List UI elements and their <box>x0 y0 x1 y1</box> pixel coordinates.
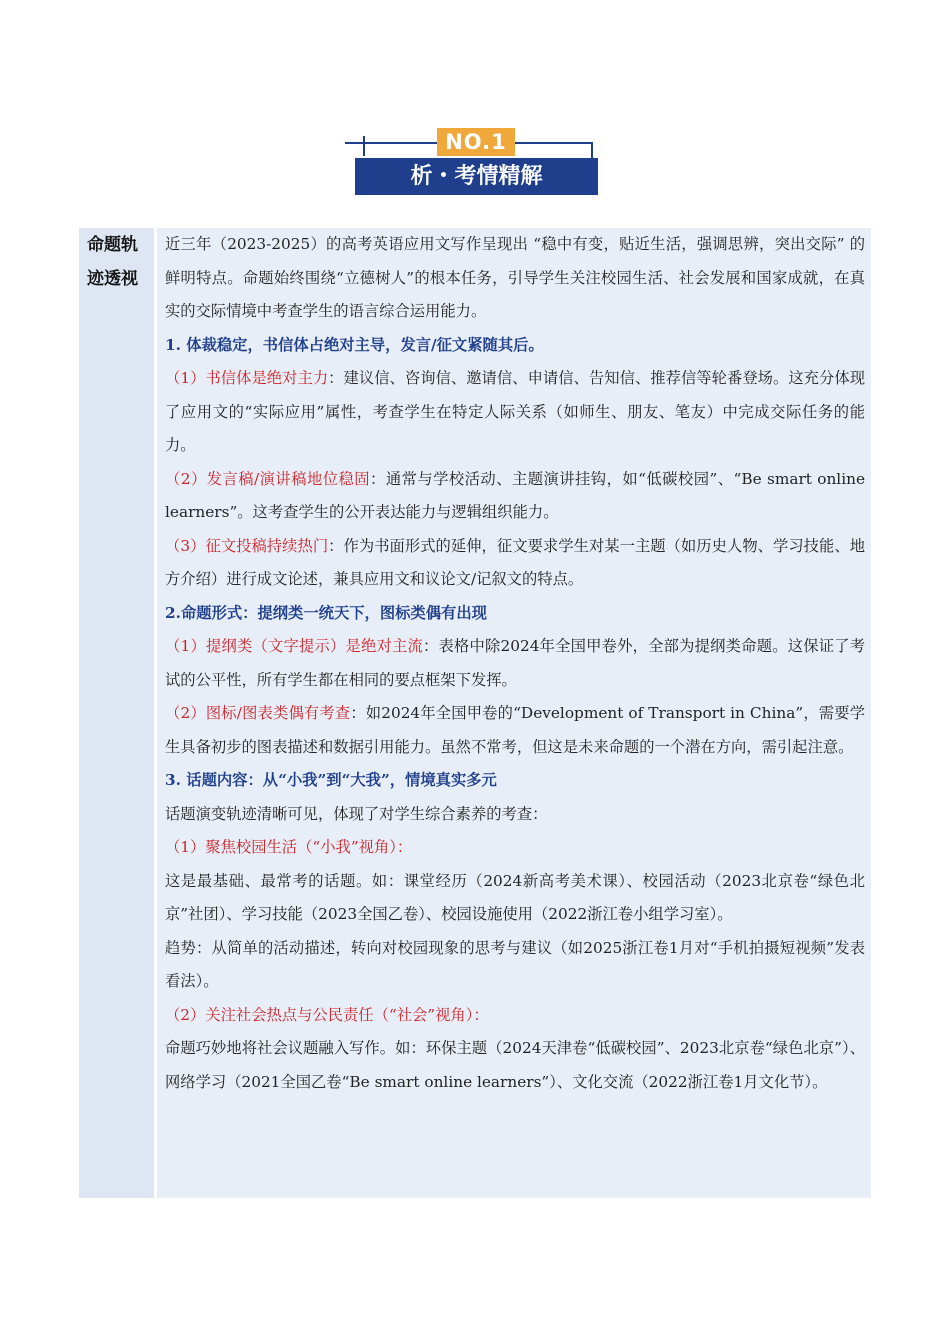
item-text: ：表格中除2024年全国甲卷外，全部为提纲类命题。这保证了考试的公平性，所有学生都在相同的要点框架下发挥。 <box>165 637 866 689</box>
badge-rule-left <box>363 136 365 156</box>
paragraph: 命题巧妙地将社会议题融入写作。如：环保主题（2024天津卷“低碳校园”、2023北京卷“绿色北京”）、网络学习（2021全国乙卷“Be smart online learners”）、文化交流（2022浙江卷1月文化节）。 <box>165 1039 865 1091</box>
section-number: NO.1 <box>437 128 515 156</box>
list-item <box>165 630 865 697</box>
subsection-heading: （1）聚焦校园生活（“小我”视角）： <box>165 838 413 856</box>
badge-rule-right <box>591 142 593 158</box>
item-text: ：通常与学校活动、主题演讲挂钩，如“低碳校园”、“Be smart online learners”。这考查学生的公开表达能力与逻辑组织能力。 <box>165 469 865 521</box>
row-label-cell <box>79 228 154 1198</box>
subsection-heading: （2）关注社会热点与公民责任（“社会”视角）： <box>165 1005 489 1024</box>
analysis-table <box>79 228 871 1198</box>
item-text: ：建议信、咨询信、邀请信、申请信、告知信、推荐信等轮番登场。这充分体现了应用文的“实际应用”属性，考查学生在特定人际关系（如师生、朋友、笔友）中完成交际任务的能力。 <box>165 369 865 454</box>
section-badge <box>345 128 605 198</box>
item-lead: （1）提纲类（文字提示）是绝对主流 <box>165 637 423 655</box>
paragraph: 趋势：从简单的活动描述，转向对校园现象的思考与建议（如2025浙江卷1月对“手机拍摄短视频”发表看法）。 <box>165 938 865 990</box>
item-lead: （2）发言稿/演讲稿地位稳固 <box>165 469 371 488</box>
row-label: 命题轨迹透视 <box>87 235 138 289</box>
section-heading: 3. 话题内容：从“小我”到“大我”，情境真实多元 <box>165 771 497 789</box>
section-heading: 2.命题形式：提纲类一统天下，图标类偶有出现 <box>165 603 487 622</box>
paragraph: 这是最基础、最常考的话题。如：课堂经历（2024新高考美术课）、校园活动（2023北京卷“绿色北京”社团）、学习技能（2023全国乙卷）、校园设施使用（2022浙江卷小组学习室）。 <box>165 871 865 923</box>
list-item <box>165 530 865 597</box>
item-lead: （1）书信体是绝对主力 <box>165 369 329 387</box>
item-lead: （3）征文投稿持续热门 <box>165 536 329 555</box>
section-title: 析・考情精解 <box>355 158 598 195</box>
list-item <box>165 362 865 463</box>
badge-rule-top <box>345 142 437 144</box>
item-text: ：如2024年全国甲卷的“Development of Transport in China”，需要学生具备初步的图表描述和数据引用能力。虽然不常考，但这是未来命题的一个潜在方向，需引起注意。 <box>165 704 865 756</box>
list-item <box>165 697 865 764</box>
row-content-cell <box>157 228 871 1198</box>
content-body <box>165 228 865 1099</box>
list-item <box>165 463 865 530</box>
item-text: ：作为书面形式的延伸，征文要求学生对某一主题（如历史人物、学习技能、地方介绍）进行成文论述，兼具应用文和议论文/记叙文的特点。 <box>165 536 865 588</box>
badge-rule-top-right <box>515 142 593 144</box>
item-lead: （2）图标/图表类偶有考查 <box>165 704 351 722</box>
section-heading: 1. 体裁稳定，书信体占绝对主导，发言/征文紧随其后。 <box>165 335 544 354</box>
paragraph: 近三年（2023-2025）的高考英语应用文写作呈现出 “稳中有变，贴近生活，强调思辨，突出交际” 的鲜明特点。命题始终围绕“立德树人”的根本任务，引导学生关注校园生活、社会发展和国家成就，在真实的交际情境中考查学生的语言综合运用能力。 <box>165 235 865 320</box>
paragraph: 话题演变轨迹清晰可见，体现了对学生综合素养的考查： <box>165 804 548 823</box>
